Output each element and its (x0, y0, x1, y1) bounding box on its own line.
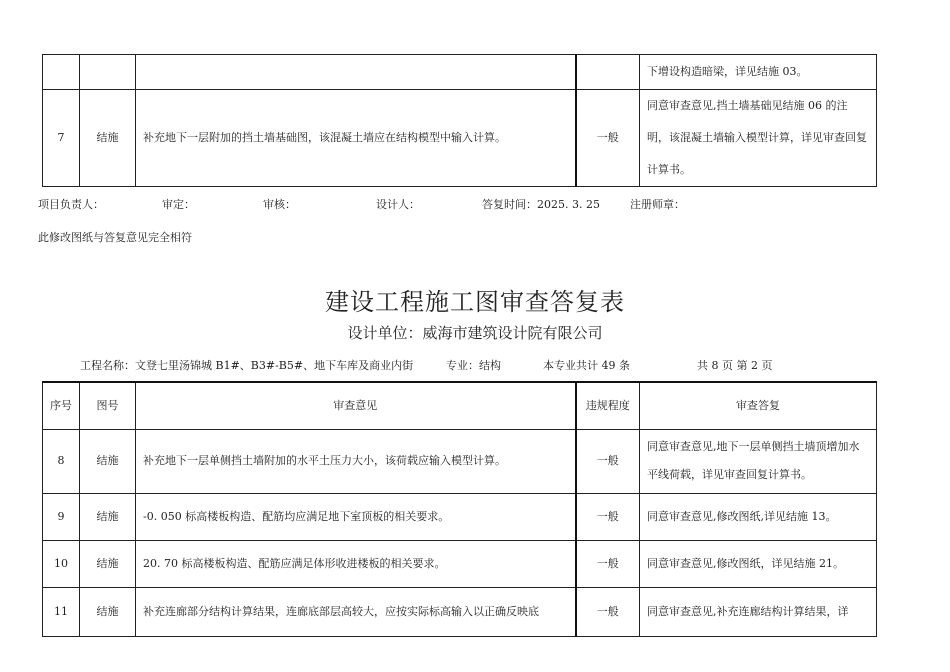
previous-page-table (42, 54, 877, 187)
discipline: 专业：结构 (446, 359, 501, 372)
table-row (43, 90, 877, 187)
registered-engineer-label: 注册师章： (630, 198, 685, 211)
opinion-cell: 20. 70 标高楼板构造、配筋应满足体形收进楼板的相关要求。 (136, 540, 576, 587)
degree-cell: 一般 (576, 540, 640, 587)
project-name: 工程名称：文登七里汤锦城 B1#、B3#-B5#、地下车库及商业内街 (80, 359, 414, 372)
degree-cell: 一般 (576, 493, 640, 540)
header-reply: 审查答复 (640, 382, 877, 429)
reply-time-label: 答复时间：2025. 3. 25 (482, 198, 600, 211)
conformity-note: 此修改图纸与答复意见完全相符 (38, 231, 192, 244)
page-counter: 共 8 页 第 2 页 (697, 359, 773, 372)
seq-cell: 10 (43, 540, 80, 587)
review-label: 审核： (263, 198, 296, 211)
header-seq: 序号 (43, 382, 80, 429)
drawing-cell: 结施 (80, 540, 136, 587)
degree-cell: 一般 (576, 587, 640, 636)
design-unit: 设计单位：威海市建筑设计院有限公司 (347, 324, 603, 342)
header-opinion: 审查意见 (136, 382, 576, 429)
review-reply-table (42, 381, 877, 637)
reply-cell: 同意审查意见,修改图纸,详见结施 13。 (640, 493, 877, 540)
reply-cell: 同意审查意见,修改图纸，详见结施 21。 (640, 540, 877, 587)
seq-cell (43, 55, 80, 90)
opinion-cell (136, 55, 576, 90)
table-row (43, 540, 877, 587)
table-header-row (43, 382, 877, 429)
seq-cell: 9 (43, 493, 80, 540)
opinion-cell: 补充连廊部分结构计算结果，连廊底部层高较大，应按实际标高输入以正确反映底 (136, 587, 576, 636)
reply-cell: 同意审查意见,地下一层单侧挡土墙顶增加水平线荷载，详见审查回复计算书。 (640, 429, 877, 493)
degree-cell (576, 55, 640, 90)
drawing-cell: 结施 (80, 429, 136, 493)
opinion-cell: -0. 050 标高楼板构造、配筋均应满足地下室顶板的相关要求。 (136, 493, 576, 540)
seq-cell: 11 (43, 587, 80, 636)
item-count: 本专业共计 49 条 (543, 359, 630, 372)
drawing-cell: 结施 (80, 90, 136, 187)
drawing-cell (80, 55, 136, 90)
approval-label: 审定： (162, 198, 195, 211)
drawing-cell: 结施 (80, 587, 136, 636)
degree-cell: 一般 (576, 90, 640, 187)
table-row (43, 429, 877, 493)
header-drawing: 图号 (80, 382, 136, 429)
table-row (43, 493, 877, 540)
seq-cell: 8 (43, 429, 80, 493)
reply-cell: 同意审查意见,挡土墙基础见结施 06 的注明，该混凝土墙输入模型计算，详见审查回复计算书。 (640, 90, 877, 187)
opinion-cell: 补充地下一层单侧挡土墙附加的水平土压力大小，该荷载应输入模型计算。 (136, 429, 576, 493)
header-degree: 违规程度 (576, 382, 640, 429)
table-row (43, 55, 877, 90)
form-title: 建设工程施工图审查答复表 (325, 288, 625, 316)
reply-cell: 同意审查意见,补充连廊结构计算结果，详 (640, 587, 877, 636)
reply-cell: 下增设构造暗梁，详见结施 03。 (640, 55, 877, 90)
seq-cell: 7 (43, 90, 80, 187)
degree-cell: 一般 (576, 429, 640, 493)
project-manager-label: 项目负责人： (38, 198, 104, 211)
table-row (43, 587, 877, 636)
designer-label: 设计人： (376, 198, 420, 211)
opinion-cell: 补充地下一层附加的挡土墙基础图，该混凝土墙应在结构模型中输入计算。 (136, 90, 576, 187)
drawing-cell: 结施 (80, 493, 136, 540)
